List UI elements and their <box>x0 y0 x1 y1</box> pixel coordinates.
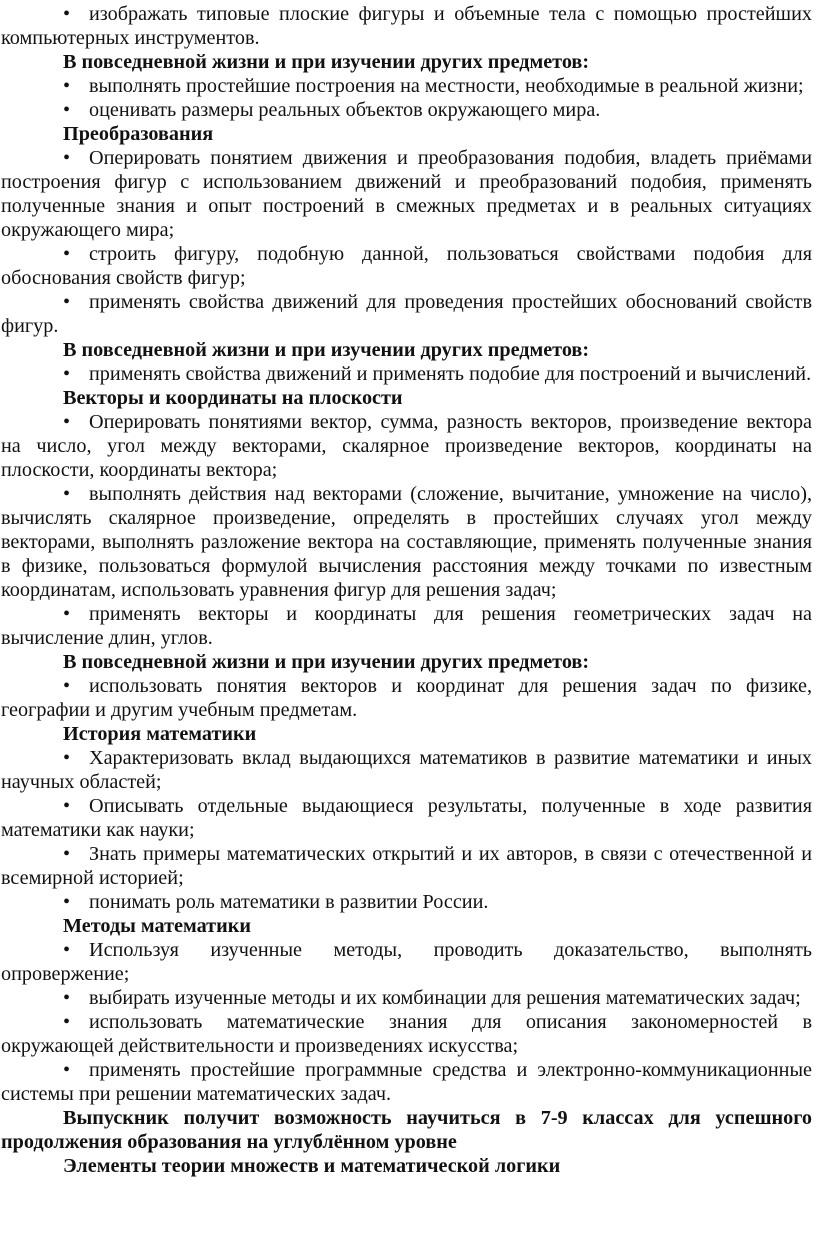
list-item <box>1 1010 812 1058</box>
list-item-text: использовать математические знания для описания закономерностей в окружающей действительности и произведениях искусства; <box>1 1011 812 1057</box>
list-item <box>1 290 812 338</box>
section-heading: Элементы теории множеств и математической логики <box>63 1155 561 1177</box>
list-item-text: использовать понятия векторов и координат для решения задач по физике, географии и другим учебным предметам. <box>1 675 812 721</box>
list-item-text: изображать типовые плоские фигуры и объемные тела с помощью простейших компьютерных инструментов. <box>1 3 812 49</box>
list-item-text: Характеризовать вклад выдающихся математиков в развитие математики и иных научных областей; <box>1 747 812 793</box>
list-item <box>1 74 812 98</box>
bullet-icon: • <box>63 1011 71 1033</box>
bullet-icon: • <box>63 483 71 505</box>
list-item-text: Оперировать понятием движения и преобразования подобия, владеть приёмами построения фигур с использованием движений и преобразований подобия, применять полученные знания и опыт построений в смежных предметах и в реальных ситуациях окружающего мира; <box>1 147 812 241</box>
list-item-text: применять свойства движений для проведения простейших обоснований свойств фигур. <box>1 291 812 337</box>
list-item-text: строить фигуру, подобную данной, пользоваться свойствами подобия для обоснования свойств фигур; <box>1 243 812 289</box>
section-heading: В повседневной жизни и при изучении других предметов: <box>63 651 590 673</box>
list-item <box>1 1058 812 1106</box>
list-item <box>1 842 812 890</box>
list-item <box>1 674 812 722</box>
bullet-icon: • <box>63 411 71 433</box>
list-item <box>1 746 812 794</box>
list-item <box>1 986 812 1010</box>
list-item <box>1 146 812 242</box>
bullet-icon: • <box>63 147 71 169</box>
bullet-icon: • <box>63 603 71 625</box>
section-heading: В повседневной жизни и при изучении других предметов: <box>63 339 590 361</box>
list-item-text: выбирать изученные методы и их комбинации для решения математических задач; <box>89 987 801 1009</box>
bullet-icon: • <box>63 363 71 385</box>
list-item <box>1 938 812 986</box>
section-heading: История математики <box>63 723 257 745</box>
list-item-text: выполнять действия над векторами (сложение, вычитание, умножение на число), вычислять скалярное произведение, определять в простейших случаях угол между векторами, выполнять разложение вектора на составляющие, применять полученные знания в физике, пользоваться формулой вычисления расстояния между точками по известным координатам, использовать уравнения фигур для решения задач; <box>1 483 812 601</box>
bullet-icon: • <box>63 795 71 817</box>
list-item-text: выполнять простейшие построения на местности, необходимые в реальной жизни; <box>89 75 804 97</box>
bullet-icon: • <box>63 891 71 913</box>
section-heading: Выпускник получит возможность научиться в 7-9 классах для успешного продолжения образования на углублённом уровне <box>1 1107 812 1153</box>
list-item-text: применять простейшие программные средства и электронно-коммуникационные системы при решении математических задач. <box>1 1059 812 1105</box>
bullet-icon: • <box>63 987 71 1009</box>
list-item <box>1 794 812 842</box>
list-item-text: Описывать отдельные выдающиеся результаты, полученные в ходе развития математики как науки; <box>1 795 812 841</box>
bullet-icon: • <box>63 99 71 121</box>
list-item-text: Используя изученные методы, проводить доказательство, выполнять опровержение; <box>1 939 812 985</box>
list-item <box>1 602 812 650</box>
section-heading: Методы математики <box>63 915 251 937</box>
list-item <box>1 890 812 914</box>
list-item-text: применять свойства движений и применять подобие для построений и вычислений. <box>89 363 812 385</box>
list-item-text: оценивать размеры реальных объектов окружающего мира. <box>89 99 601 121</box>
section-heading: Преобразования <box>63 123 214 145</box>
bullet-icon: • <box>63 675 71 697</box>
list-item-text: Знать примеры математических открытий и их авторов, в связи с отечественной и всемирной историей; <box>1 843 812 889</box>
section-heading: В повседневной жизни и при изучении других предметов: <box>63 51 590 73</box>
list-item <box>1 410 812 482</box>
list-item-text: понимать роль математики в развитии России. <box>89 891 489 913</box>
bullet-icon: • <box>63 75 71 97</box>
list-item <box>1 482 812 602</box>
bullet-icon: • <box>63 3 71 25</box>
list-item-text: применять векторы и координаты для решения геометрических задач на вычисление длин, углов. <box>1 603 812 649</box>
list-item <box>1 98 812 122</box>
list-item <box>1 2 812 50</box>
list-item <box>1 362 812 386</box>
bullet-icon: • <box>63 939 71 961</box>
bullet-icon: • <box>63 291 71 313</box>
list-item-text: Оперировать понятиями вектор, сумма, разность векторов, произведение вектора на число, угол между векторами, скалярное произведение векторов, координаты на плоскости, координаты вектора; <box>1 411 812 481</box>
bullet-icon: • <box>63 843 71 865</box>
section-heading: Векторы и координаты на плоскости <box>63 387 403 409</box>
bullet-icon: • <box>63 747 71 769</box>
bullet-icon: • <box>63 243 71 265</box>
list-item <box>1 242 812 290</box>
bullet-icon: • <box>63 1059 71 1081</box>
